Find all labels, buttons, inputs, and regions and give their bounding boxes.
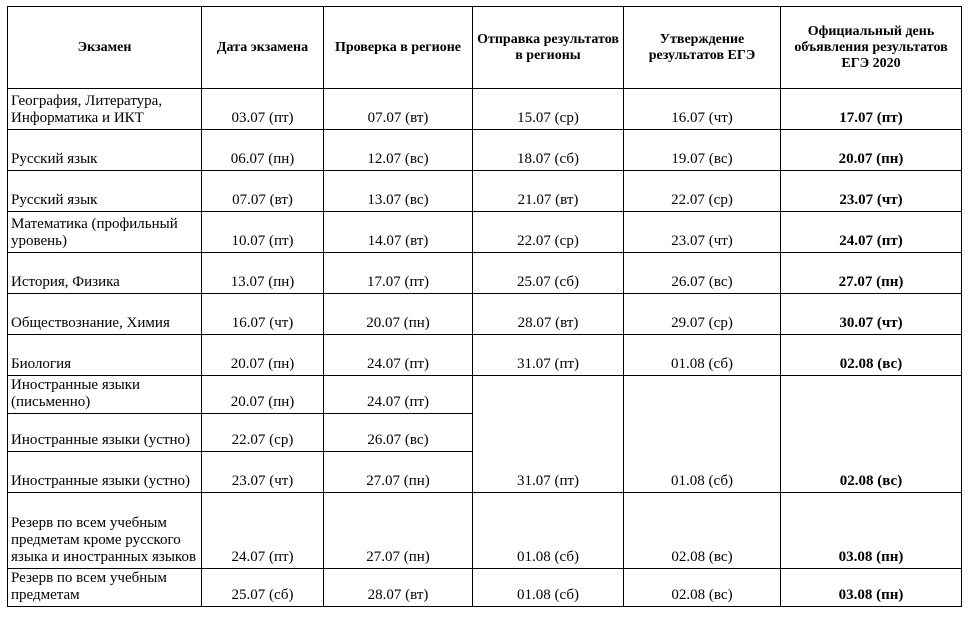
official-day-cell: 27.07 (пн): [781, 253, 962, 294]
check-cell: 28.07 (вт): [324, 569, 473, 607]
check-cell: 12.07 (вс): [324, 130, 473, 171]
send-cell: 01.08 (сб): [473, 493, 624, 569]
official-day-cell: 02.08 (вс): [781, 335, 962, 376]
exam-date-cell: 06.07 (пн): [202, 130, 324, 171]
official-day-cell: 20.07 (пн): [781, 130, 962, 171]
exam-date-cell: 24.07 (пт): [202, 493, 324, 569]
exam-date-cell: 03.07 (пт): [202, 89, 324, 130]
table-row: [8, 335, 962, 376]
official-day-cell: 17.07 (пт): [781, 89, 962, 130]
approve-cell: 02.08 (вс): [624, 493, 781, 569]
approve-cell: 02.08 (вс): [624, 569, 781, 607]
approve-cell: 29.07 (ср): [624, 294, 781, 335]
check-cell: 26.07 (вс): [324, 414, 473, 452]
exam-cell: Русский язык: [8, 171, 202, 212]
header-send-results: Отправка результатов в регионы: [473, 7, 624, 89]
table-row: [8, 171, 962, 212]
check-cell: 17.07 (пт): [324, 253, 473, 294]
official-day-cell: 24.07 (пт): [781, 212, 962, 253]
table-row: [8, 294, 962, 335]
approve-cell: 26.07 (вс): [624, 253, 781, 294]
check-cell: 27.07 (пн): [324, 493, 473, 569]
exam-cell: Резерв по всем учебным предметам кроме русского языка и иностранных языков: [8, 493, 202, 569]
table-row: [8, 253, 962, 294]
official-day-cell: 23.07 (чт): [781, 171, 962, 212]
exam-cell: Иностранные языки (письменно): [8, 376, 202, 414]
send-cell: 18.07 (сб): [473, 130, 624, 171]
send-cell: 22.07 (ср): [473, 212, 624, 253]
official-day-cell: 30.07 (чт): [781, 294, 962, 335]
exam-cell: История, Физика: [8, 253, 202, 294]
exam-cell: Русский язык: [8, 130, 202, 171]
send-cell: 15.07 (ср): [473, 89, 624, 130]
exam-date-cell: 07.07 (вт): [202, 171, 324, 212]
exam-cell: Биология: [8, 335, 202, 376]
header-official-day: Официальный день объявления результатов ЕГЭ 2020: [781, 7, 962, 89]
exam-date-cell: 20.07 (пн): [202, 376, 324, 414]
exam-cell: Обществознание, Химия: [8, 294, 202, 335]
official-day-cell: 02.08 (вс): [781, 376, 962, 493]
check-cell: 24.07 (пт): [324, 376, 473, 414]
header-row: [8, 7, 962, 89]
header-region-check: Проверка в регионе: [324, 7, 473, 89]
exam-date-cell: 20.07 (пн): [202, 335, 324, 376]
table-row: [8, 212, 962, 253]
table-row: [8, 376, 962, 414]
send-cell: 31.07 (пт): [473, 335, 624, 376]
results-schedule-table: [7, 6, 962, 607]
exam-date-cell: 23.07 (чт): [202, 452, 324, 493]
send-cell: 28.07 (вт): [473, 294, 624, 335]
exam-date-cell: 16.07 (чт): [202, 294, 324, 335]
exam-cell: Иностранные языки (устно): [8, 414, 202, 452]
approve-cell: 01.08 (сб): [624, 376, 781, 493]
official-day-cell: 03.08 (пн): [781, 569, 962, 607]
exam-date-cell: 22.07 (ср): [202, 414, 324, 452]
check-cell: 14.07 (вт): [324, 212, 473, 253]
send-cell: 21.07 (вт): [473, 171, 624, 212]
exam-cell: География, Литература, Информатика и ИКТ: [8, 89, 202, 130]
table-row: [8, 89, 962, 130]
exam-schedule: [7, 6, 962, 607]
header-approve-results: Утверждение результатов ЕГЭ: [624, 7, 781, 89]
table-row: [8, 569, 962, 607]
table-row: [8, 130, 962, 171]
approve-cell: 01.08 (сб): [624, 335, 781, 376]
approve-cell: 23.07 (чт): [624, 212, 781, 253]
check-cell: 24.07 (пт): [324, 335, 473, 376]
official-day-cell: 03.08 (пн): [781, 493, 962, 569]
exam-cell: Математика (профильный уровень): [8, 212, 202, 253]
approve-cell: 16.07 (чт): [624, 89, 781, 130]
check-cell: 27.07 (пн): [324, 452, 473, 493]
table-row: [8, 493, 962, 569]
exam-date-cell: 10.07 (пт): [202, 212, 324, 253]
header-exam: Экзамен: [8, 7, 202, 89]
check-cell: 20.07 (пн): [324, 294, 473, 335]
check-cell: 07.07 (вт): [324, 89, 473, 130]
exam-date-cell: 25.07 (сб): [202, 569, 324, 607]
exam-cell: Резерв по всем учебным предметам: [8, 569, 202, 607]
send-cell: 25.07 (сб): [473, 253, 624, 294]
check-cell: 13.07 (вс): [324, 171, 473, 212]
send-cell: 31.07 (пт): [473, 376, 624, 493]
approve-cell: 22.07 (ср): [624, 171, 781, 212]
exam-date-cell: 13.07 (пн): [202, 253, 324, 294]
send-cell: 01.08 (сб): [473, 569, 624, 607]
approve-cell: 19.07 (вс): [624, 130, 781, 171]
header-exam-date: Дата экзамена: [202, 7, 324, 89]
exam-cell: Иностранные языки (устно): [8, 452, 202, 493]
